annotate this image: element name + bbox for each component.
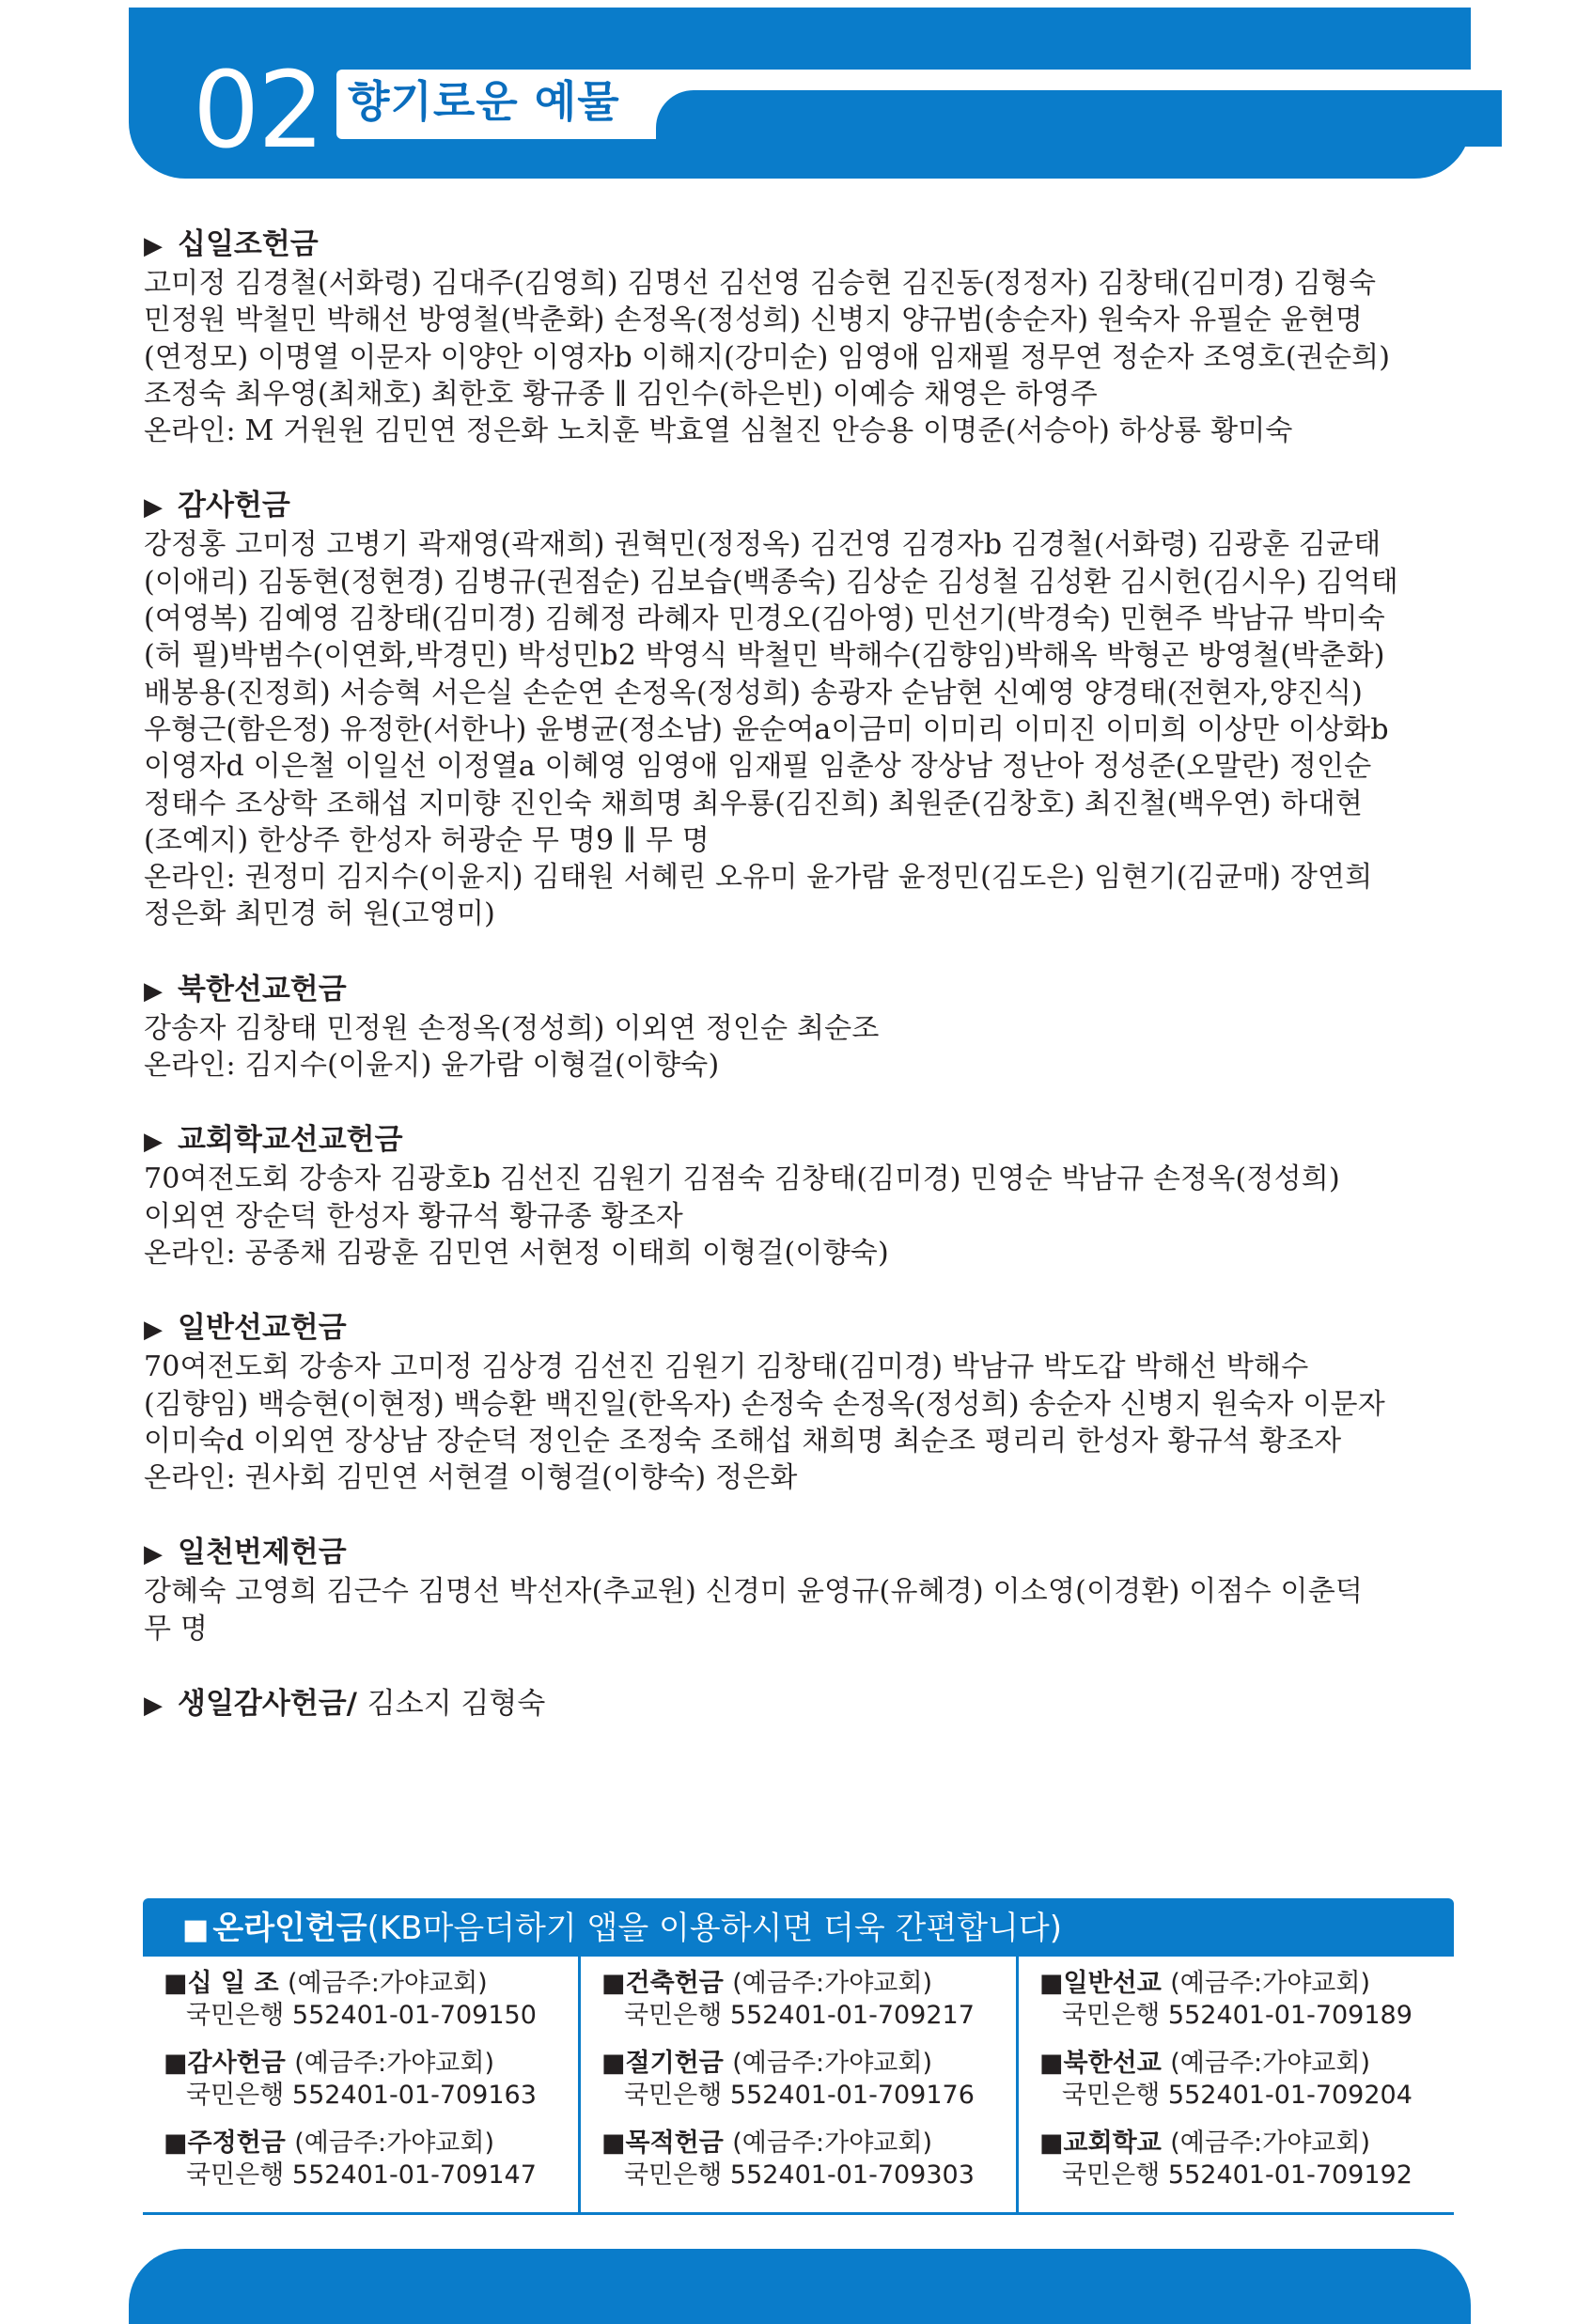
account-holder: (예금주:가야교회): [1170, 1969, 1370, 1998]
donor-line: 70여전도회 강송자 김광호b 김선진 김원기 김점숙 김창태(김미경) 민영순 박남규 손정옥(정성희): [144, 1162, 1340, 1196]
donor-line: 민정원 박철민 박해선 방영철(박춘화) 손정옥(정성희) 신병지 양규범(송순자) 원숙자 유필순 윤현명: [144, 304, 1364, 337]
square-bullet-icon: ■: [1039, 2049, 1064, 2078]
donor-line: 이외연 장순덕 한성자 황규석 황규종 황조자: [144, 1199, 683, 1233]
account-holder: (예금주:가야교회): [732, 1969, 932, 1998]
account-holder: (예금주:가야교회): [1170, 2049, 1370, 2078]
donor-line: (이애리) 김동현(정현경) 김병규(권점순) 김보습(백종숙) 김상순 김성철 김성환 김시헌(김시우) 김억태: [144, 565, 1398, 599]
square-bullet-icon: ■: [182, 1913, 210, 1946]
account-name: 감사헌금: [187, 2049, 286, 2078]
account-grid: [143, 1957, 1454, 2215]
donor-line: 이영자d 이은철 이일선 이정열a 이혜영 임영애 임재필 임춘상 장상남 정난아 정성준(오말란) 정인순: [144, 750, 1372, 784]
account-number: 국민은행 552401-01-709189: [1062, 2001, 1413, 2030]
donor-line: 고미정 김경철(서화령) 김대주(김영희) 김명선 김선영 김승현 김진동(정정자) 김창태(김미경) 김형숙: [144, 267, 1377, 300]
account-column: [143, 1957, 578, 2212]
account-holder: (예금주:가야교회): [732, 2129, 932, 2158]
square-bullet-icon: ■: [1039, 1969, 1064, 1998]
account-name: 건축헌금: [625, 1969, 724, 1998]
online-offering-title: 온라인헌금: [212, 1910, 367, 1947]
donor-line: 강혜숙 고영희 김근수 김명선 박선자(추교원) 신경미 윤영규(유혜경) 이소영(이경환) 이점수 이춘덕: [144, 1575, 1364, 1609]
offering-list: [144, 226, 1469, 1762]
square-bullet-icon: ■: [601, 2049, 626, 2078]
section-heading: [144, 1534, 1469, 1573]
section-title: 북한선교헌금: [178, 972, 347, 1006]
section-heading: [144, 1309, 1469, 1349]
donor-line: (김향임) 백승현(이현정) 백승환 백진일(한옥자) 손정숙 손정옥(정성희) 송순자 신병지 원숙자 이문자: [144, 1387, 1385, 1421]
section-title: 일천번제헌금: [178, 1536, 347, 1570]
account-holder: (예금주:가야교회): [732, 2049, 932, 2078]
account-entry: [164, 1968, 578, 2032]
account-number: 국민은행 552401-01-709204: [1062, 2081, 1413, 2110]
donor-line: 배봉용(진정희) 서승혁 서은실 손순연 손정옥(정성희) 송광자 순남현 신예영 양경태(전현자,양진식): [144, 676, 1364, 710]
triangle-bullet-icon: ▶: [144, 1540, 163, 1569]
donor-line: 온라인: 권정미 김지수(이윤지) 김태원 서혜린 오유미 윤가람 윤정민(김도은) 임현기(김균매) 장연희: [144, 861, 1373, 895]
online-offering-subtitle: (KB마음더하기 앱을 이용하시면 더욱 간편합니다): [367, 1910, 1063, 1947]
triangle-bullet-icon: ▶: [144, 493, 163, 523]
triangle-bullet-icon: ▶: [144, 232, 163, 260]
account-name: 주정헌금: [187, 2129, 286, 2158]
square-bullet-icon: ■: [601, 1969, 626, 1998]
account-number: 국민은행 552401-01-709147: [186, 2160, 537, 2190]
section-title: 감사헌금: [178, 489, 290, 523]
account-number: 국민은행 552401-01-709150: [186, 2001, 537, 2030]
account-entry: [601, 2048, 1016, 2112]
account-entry: [1039, 2128, 1454, 2191]
offering-section: [144, 226, 1469, 449]
account-holder: (예금주:가야교회): [294, 2129, 494, 2158]
square-bullet-icon: ■: [164, 2129, 188, 2158]
offering-section: [144, 1534, 1469, 1647]
account-entry: [1039, 2048, 1454, 2112]
account-name: 북한선교: [1063, 2049, 1162, 2078]
account-column: [578, 1957, 1016, 2212]
triangle-bullet-icon: ▶: [144, 1316, 163, 1345]
donor-line: (여영복) 김예영 김창태(김미경) 김혜정 라혜자 민경오(김아영) 민선기(박경숙) 민현주 박남규 박미숙: [144, 602, 1385, 636]
section-title: 십일조헌금: [178, 227, 319, 261]
online-offering-header: [143, 1898, 1454, 1957]
account-holder: (예금주:가야교회): [287, 1969, 488, 1998]
donor-line: 온라인: 권사회 김민연 서현결 이형걸(이향숙) 정은화: [144, 1461, 798, 1495]
section-number: 02: [193, 50, 323, 172]
account-entry: [601, 1968, 1016, 2032]
donor-line: 70여전도회 강송자 고미정 김상경 김선진 김원기 김창태(김미경) 박남규 박도갑 박해선 박해수: [144, 1350, 1309, 1384]
triangle-bullet-icon: ▶: [144, 976, 163, 1006]
account-holder: (예금주:가야교회): [1170, 2129, 1370, 2158]
donor-line: 온라인: 김지수(이윤지) 윤가람 이형걸(이향숙): [144, 1049, 720, 1083]
account-holder: (예금주:가야교회): [294, 2049, 494, 2078]
triangle-bullet-icon: ▶: [144, 1692, 163, 1721]
donor-line: 우형근(함은정) 유정한(서한나) 윤병균(정소남) 윤순여a이금미 이미리 이미진 이미희 이상만 이상화b: [144, 712, 1389, 746]
account-number: 국민은행 552401-01-709217: [624, 2001, 975, 2030]
square-bullet-icon: ■: [601, 2129, 626, 2158]
account-name: 교회학교: [1063, 2129, 1162, 2158]
footer-banner: [129, 2249, 1471, 2324]
triangle-bullet-icon: ▶: [144, 1128, 163, 1157]
account-entry: [1039, 1968, 1454, 2032]
donor-line: (조예지) 한상주 한성자 허광순 무 명9 ∥ 무 명: [144, 823, 710, 857]
account-number: 국민은행 552401-01-709303: [624, 2160, 975, 2190]
account-number: 국민은행 552401-01-709192: [1062, 2160, 1413, 2190]
offering-section: [144, 1121, 1469, 1271]
account-name: 십 일 조: [187, 1969, 279, 1998]
account-entry: [164, 2048, 578, 2112]
account-number: 국민은행 552401-01-709163: [186, 2081, 537, 2110]
offering-section: [144, 1309, 1469, 1496]
square-bullet-icon: ■: [1039, 2129, 1064, 2158]
account-name: 절기헌금: [625, 2049, 724, 2078]
donor-line: 정태수 조상학 조해섭 지미향 진인숙 채희명 최우룡(김진희) 최원준(김창호) 최진철(백우연) 하대현: [144, 787, 1364, 820]
page-title: 향기로운 예물: [348, 76, 620, 127]
section-title: 생일감사헌금/: [178, 1687, 357, 1722]
donor-line: 무 명: [144, 1612, 209, 1646]
account-name: 목적헌금: [625, 2129, 724, 2158]
account-name: 일반선교: [1063, 1969, 1162, 1998]
donor-line: 강송자 김창태 민정원 손정옥(정성희) 이외연 정인순 최순조: [144, 1011, 880, 1045]
offering-section: [144, 487, 1469, 932]
section-title: 교회학교선교헌금: [178, 1123, 403, 1158]
section-inline-names: 김소지 김형숙: [367, 1687, 546, 1722]
section-heading: [144, 1685, 1469, 1724]
donor-line: 강정홍 고미정 고병기 곽재영(곽재희) 권혁민(정정옥) 김건영 김경자b 김경철(서화령) 김광훈 김균태: [144, 528, 1381, 562]
header-tab-notch: [656, 90, 1502, 147]
donor-line: 온라인: M 거원원 김민연 정은화 노치훈 박효열 심철진 안승용 이명준(서승아) 하상룡 황미숙: [144, 414, 1293, 448]
account-entry: [164, 2128, 578, 2191]
online-offering-box: [143, 1898, 1454, 2216]
section-heading: [144, 487, 1469, 526]
donor-line: (연정모) 이명열 이문자 이양안 이영자b 이해지(강미순) 임영애 임재필 정무연 정순자 조영호(권순희): [144, 340, 1391, 374]
section-heading: [144, 1121, 1469, 1161]
offering-section: [144, 971, 1469, 1084]
section-heading: [144, 226, 1469, 265]
account-number: 국민은행 552401-01-709176: [624, 2081, 975, 2110]
section-heading: [144, 971, 1469, 1010]
account-entry: [601, 2128, 1016, 2191]
donor-line: (허 필)박범수(이연화,박경민) 박성민b2 박영식 박철민 박해수(김향임)박해옥 박형곤 방영철(박춘화): [144, 639, 1385, 673]
donor-line: 이미숙d 이외연 장상남 장순덕 정인순 조정숙 조해섭 채희명 최순조 평리리 한성자 황규석 황조자: [144, 1424, 1342, 1458]
donor-line: 정은화 최민경 허 원(고영미): [144, 897, 495, 931]
square-bullet-icon: ■: [164, 2049, 188, 2078]
donor-line: 온라인: 공종채 김광훈 김민연 서현정 이태희 이형걸(이향숙): [144, 1236, 889, 1270]
donor-line: 조정숙 최우영(최채호) 최한호 황규종 ∥ 김인수(하은빈) 이예승 채영은 하영주: [144, 377, 1098, 411]
square-bullet-icon: ■: [164, 1969, 188, 1998]
section-title: 일반선교헌금: [178, 1311, 347, 1346]
offering-section: [144, 1685, 1469, 1724]
account-column: [1016, 1957, 1454, 2212]
